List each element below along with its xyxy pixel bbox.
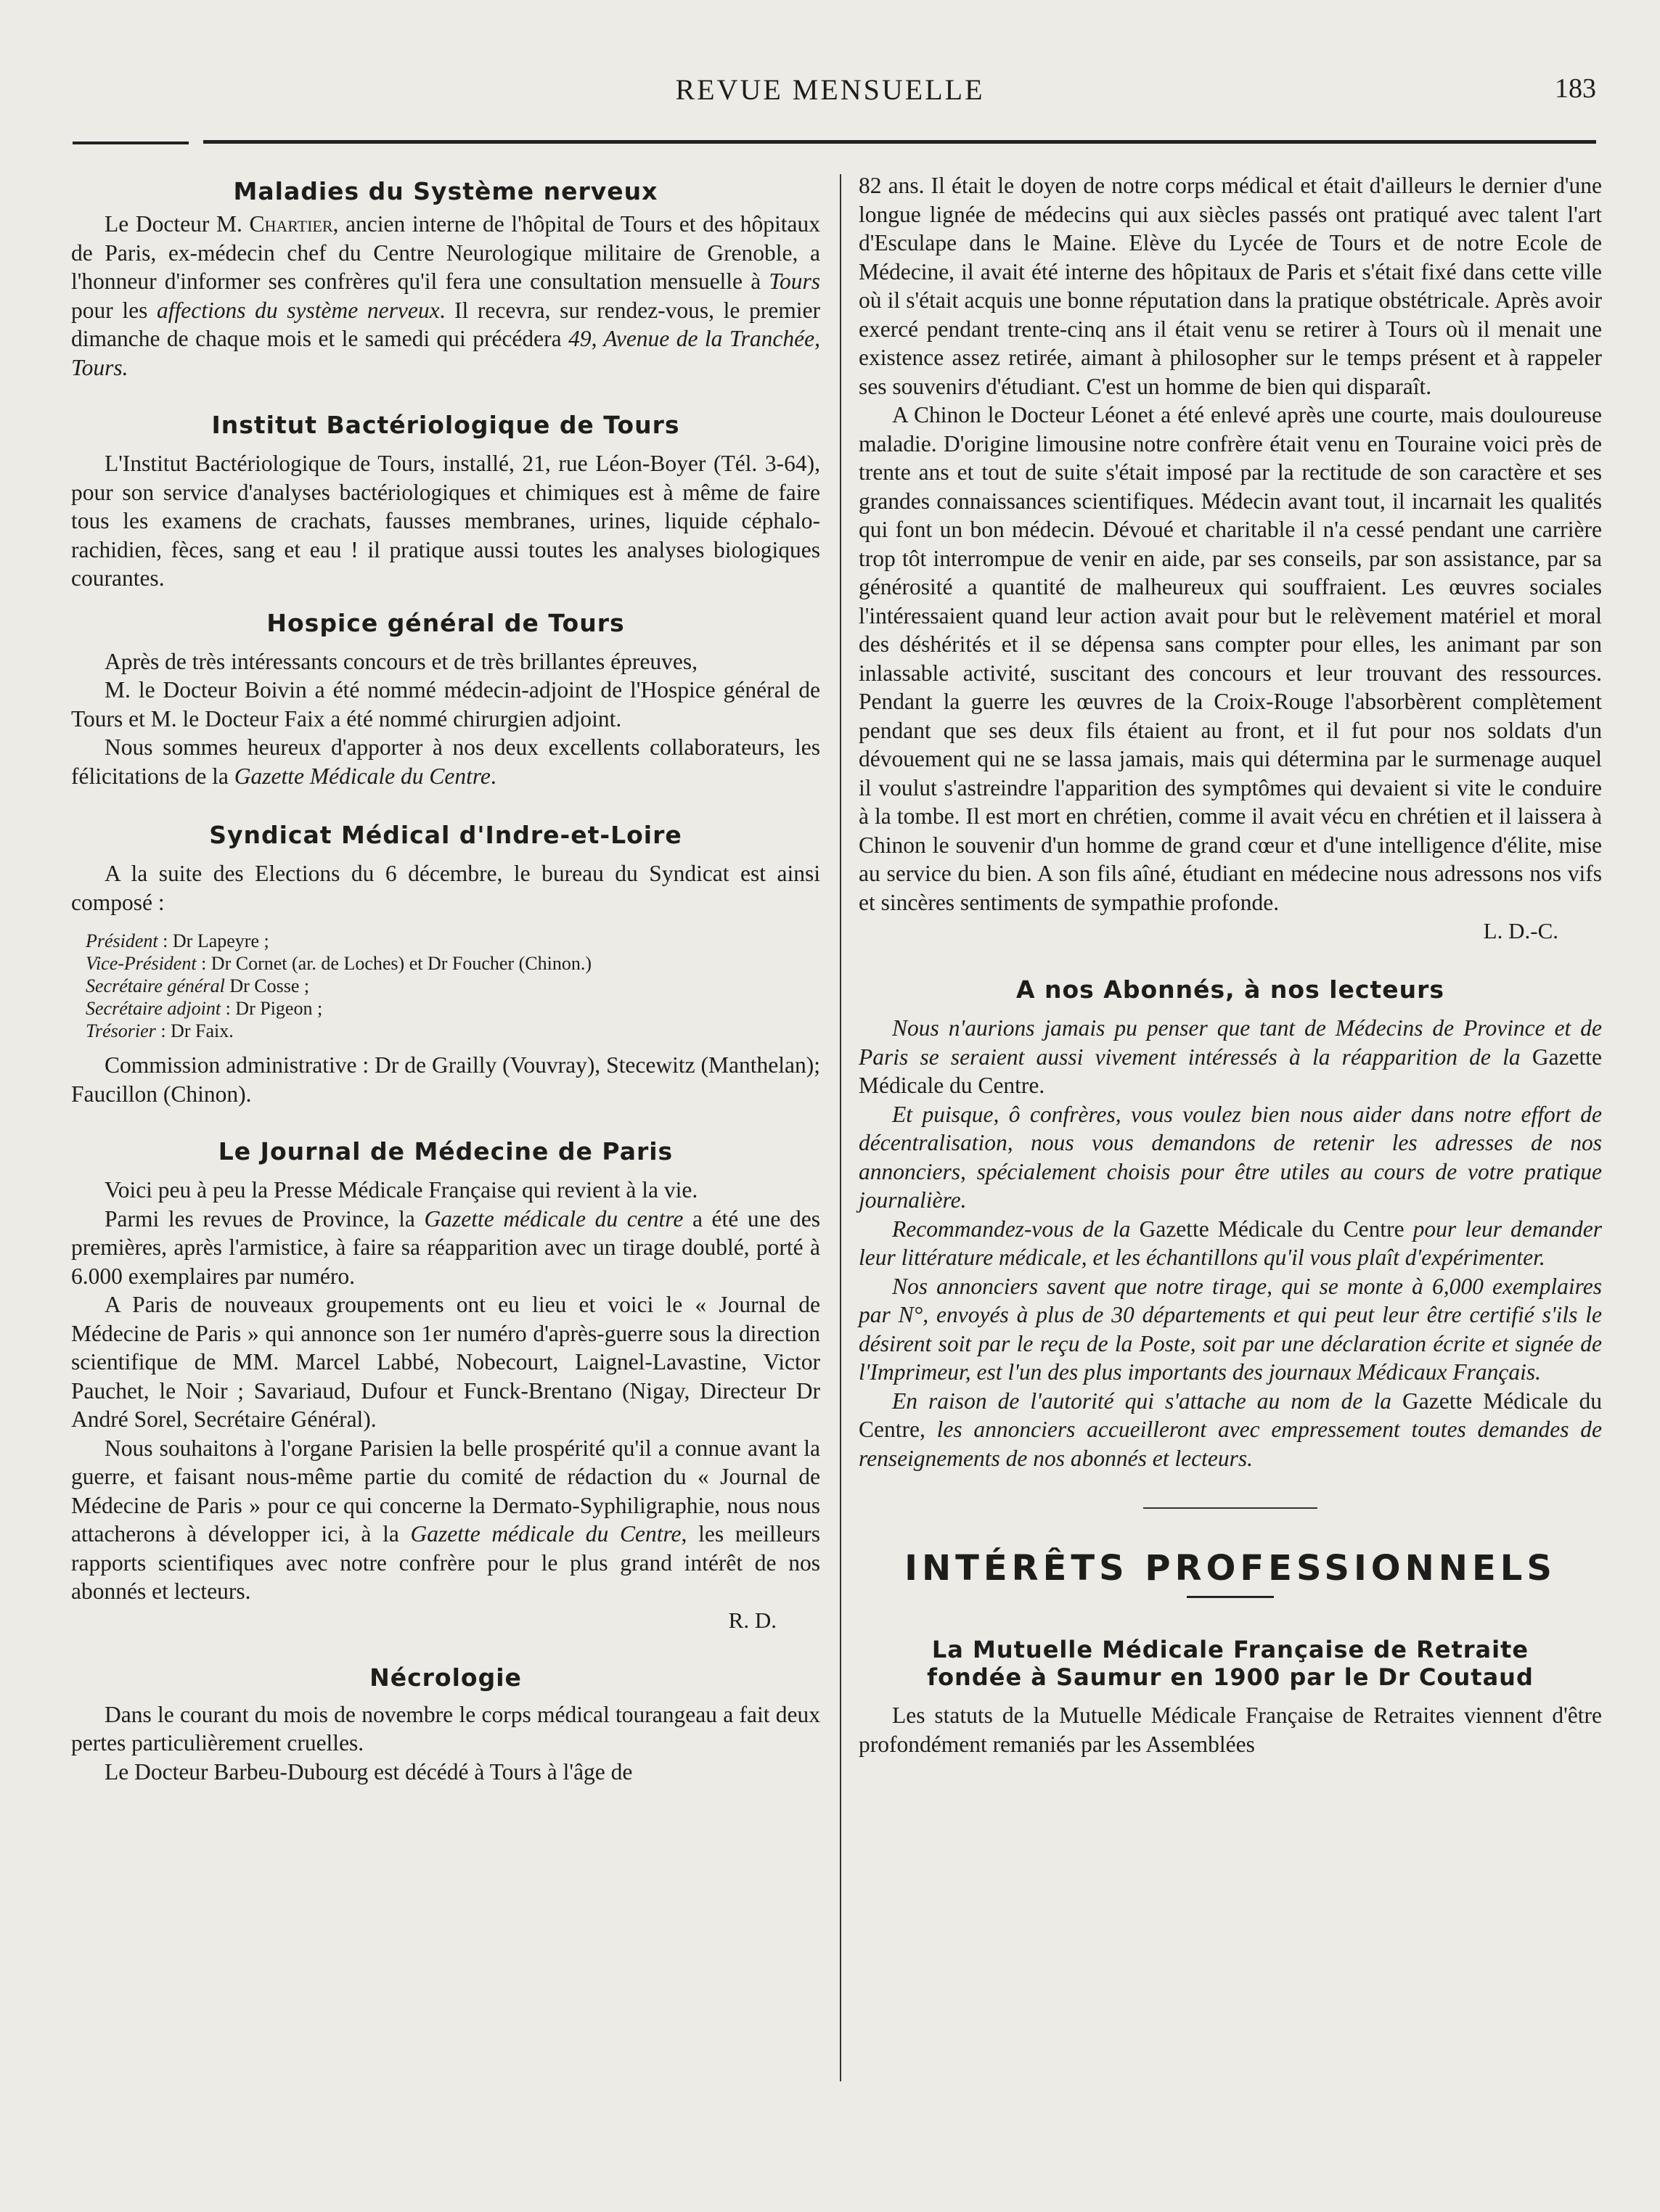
signature: L. D.-C. <box>1483 918 1558 943</box>
office-role: Secrétaire général <box>86 975 225 996</box>
paragraph <box>71 1205 820 1291</box>
doctor-name: Chartier <box>249 211 333 237</box>
section-title: Institut Bactériologique de Tours <box>211 411 680 439</box>
section-title: Syndicat Médical d'Indre-et-Loire <box>209 821 682 849</box>
section-separator <box>1143 1507 1317 1509</box>
office-role: Vice-Président <box>86 953 197 974</box>
office-value: Dr Lapeyre ; <box>172 930 269 951</box>
paragraph <box>71 1434 820 1606</box>
office-sep: : <box>155 1020 171 1041</box>
italic-text: 49, Avenue de la Tranchée, Tours. <box>71 326 820 380</box>
section-syndicat <box>71 821 820 1108</box>
italic-text: En raison de l'autorité qui s'attache au nom de la <box>892 1388 1403 1414</box>
office-value: Dr Pigeon ; <box>235 998 323 1019</box>
office-sep: : <box>196 953 211 974</box>
section-title: Hospice général de Tours <box>266 608 625 637</box>
paragraph <box>859 1215 1602 1272</box>
office-role: Président <box>86 930 158 951</box>
column-divider <box>840 174 841 2081</box>
text: a été une des premières, après l'armistice, à faire sa réapparition avec un tirage doublé, porté à 6.000 exemplaires par numéro. <box>71 1205 820 1289</box>
section-hospice <box>71 609 820 791</box>
title-line: fondée à Saumur en 1900 par le Dr Coutaud <box>927 1663 1534 1691</box>
paragraph: Le Docteur Barbeu-Dubourg est décédé à Tours à l'âge de <box>105 1758 633 1785</box>
section-title: Nécrologie <box>369 1663 522 1692</box>
office-row <box>86 1020 820 1042</box>
header-rule <box>203 140 1596 144</box>
paragraph: A Paris de nouveaux groupements ont eu lieu et voici le « Journal de Médecine de Paris » qui annonce son 1er numéro d'après-guerre sous la direction scientifique de MM. Marcel Labbé, Nobecourt, Laignel-Lavastine, Victor Pauchet, le Noir ; Savariaud, Dufour et Funck-Brentano (Nigay, Directeur Dr André Sorel, Secrétaire Général). <box>71 1292 820 1432</box>
office-row <box>86 997 820 1020</box>
section-title <box>859 1636 1602 1691</box>
paragraph: M. le Docteur Boivin a été nommé médecin-adjoint de l'Hospice général de Tours et M. le Docteur Faix a été nommé chirurgien adjoint. <box>71 677 820 732</box>
paragraph: Après de très intéressants concours et de très brillantes épreuves, <box>105 648 698 674</box>
italic-text: Tours <box>769 269 820 294</box>
office-row <box>86 975 820 997</box>
heading-underline <box>1187 1596 1274 1598</box>
paragraph <box>859 1014 1602 1100</box>
section-maladies <box>71 177 820 382</box>
office-value: Dr Cornet (ar. de Loches) et Dr Foucher (Chinon.) <box>210 953 592 974</box>
page-number: 183 <box>1555 73 1596 104</box>
text: Nous sommes heureux d'apporter à nos deux excellents collaborateurs, les félicitations de la <box>71 734 820 789</box>
section-title: Maladies du Système nerveux <box>233 177 658 205</box>
text: Gazette Médicale du Centre <box>1139 1216 1405 1242</box>
office-role: Secrétaire adjoint <box>86 998 221 1019</box>
italic-text: Recommandez-vous de la <box>892 1216 1140 1242</box>
text: , les meilleurs rapports scientifiques avec notre confrère pour le plus grand intérêt de nos abonnés et lecteurs. <box>71 1521 820 1604</box>
paragraph: A la suite des Elections du 6 décembre, le bureau du Syndicat est ainsi composé : <box>71 861 820 915</box>
text: Nous souhaitons à l'organe Parisien la belle prospérité qu'il a connue avant la guerre, et faisant nous-même partie du comité de rédaction du « Journal de Médecine de Paris » pour ce qui concerne la Dermato-Syphiligraphie, nous nous attacherons à développer ici, à la <box>71 1435 820 1547</box>
office-sep: : <box>158 930 173 951</box>
paragraph: Voici peu à peu la Presse Médicale Française qui revient à la vie. <box>105 1177 698 1203</box>
italic-text: Nous n'aurions jamais pu penser que tant de Médecins de Province et de Paris se seraient aussi vivement intéressés à la réapparition de la <box>859 1015 1602 1070</box>
text: Gazette Médicale du Centre. <box>859 1044 1602 1098</box>
office-sep: : <box>221 998 236 1019</box>
signature: R. D. <box>728 1607 777 1633</box>
paragraph: Dans le courant du mois de novembre le corps médical tourangeau a fait deux pertes particulièrement cruelles. <box>71 1701 820 1756</box>
text: Parmi les revues de Province, la <box>105 1205 425 1232</box>
paragraph: Nos annonciers savent que notre tirage, qui se monte à 6,000 exemplaires par N°, envoyés à plus de 30 départements et qui peut leur être certifié s'ils le désirent soit par le reçu de la Poste, soit par une déclaration écrite et signée de l'Imprimeur, est l'un des plus importants des journaux Médicaux Français. <box>859 1273 1602 1385</box>
italic-text: , les annonciers accueilleront avec empressement toutes demandes de renseignements de nos abonnés et lecteurs. <box>859 1417 1602 1471</box>
paragraph: L'Institut Bactériologique de Tours, installé, 21, rue Léon-Boyer (Tél. 3-64), pour son service d'analyses bactériologiques et chimiques est à même de faire tous les examens de crachats, fausses membranes, urines, liquide céphalo-rachidien, fèces, sang et eau ! il pratique aussi toutes les analyses biologiques courantes. <box>71 451 820 591</box>
right-column <box>859 171 1602 1758</box>
italic-text: Gazette médicale du Centre <box>410 1521 682 1547</box>
text: , ancien interne de l'hôpital de Tours et des hôpitaux de Paris, ex-médecin chef du Centre Neurologique militaire de Grenoble, a l'honneur d'informer ses confrères qu'il fera une consultation mensuelle à <box>71 211 820 294</box>
text: pour les <box>71 297 158 323</box>
paragraph: A Chinon le Docteur Léonet a été enlevé après une courte, mais douloureuse maladie. D'origine limousine notre confrère était venu en Touraine voici près de trente ans et tout de suite s'était imposé par la rectitude de son caractère et ses grandes connaissances scientifiques. Médecin avant tout, il incarnait les qualités qui font un bon médecin. Dévoué et charitable il n'a cessé pendant une carrière trop tôt interrompue de venir en aide, par ses conseils, par son assistance, par sa générosité a quantité de malheureux qui souffraient. Les œuvres sociales l'intéressaient quand leur action avait pour but le relèvement matériel et moral des déshérités et il se dépensa sans compter pour elles, les animant par son inlassable activité, suscitant des concours et leur trouvant des ressources. Pendant la guerre les œuvres de la Croix-Rouge l'absorbèrent complètement pendant que ses deux fils étaient au front, et il fut pour nos soldats d'un dévouement qui ne se lassa jamais, mais qui détermina par le surmenage auquel il voulut s'astreindre l'apparition des symptômes qui devaient si vite le conduire à la tombe. Il est mort en chrétien, comme il avait vécu en chrétien et il laissera à Chinon le souvenir d'un homme de grand cœur et d'une intelligence d'élite, mise au service du bien. A son fils aîné, étudiant en médecine nous adressons nos vifs et sincères sentiments de sympathie profonde. <box>859 402 1602 915</box>
title-line: La Mutuelle Médicale Française de Retraite <box>931 1636 1529 1663</box>
section-mutuelle <box>859 1636 1602 1758</box>
paragraph: Commission administrative : Dr de Grailly (Vouvray), Stecewitz (Manthelan); Faucillon (Chinon). <box>71 1052 820 1107</box>
section-title: Le Journal de Médecine de Paris <box>218 1137 674 1166</box>
text: Gazette Médicale du Centre <box>859 1388 1602 1442</box>
paragraph: 82 ans. Il était le doyen de notre corps médical et était d'ailleurs le dernier d'une longue lignée de médecins qui aux siècles passés ont pratiqué avec talent l'art d'Esculape dans le Maine. Elève du Lycée de Tours et de notre Ecole de Médecine, il avait été interne des hôpitaux de Paris et s'était fixé dans cette ville où il s'était acquis une bonne réputation dans la pratique obstétricale. Après avoir exercé pendant trente-cinq ans il était venu se retirer à Tours où il menait une existence assez retirée, aimant à philosopher sur le temps présent et à rappeler ses souvenirs d'étudiant. C'est un homme de bien qui disparaît. <box>859 173 1602 399</box>
section-journal <box>71 1137 820 1634</box>
paragraph: Les statuts de la Mutuelle Médicale Française de Retraites viennent d'être profondément remaniés par les Assemblées <box>859 1703 1602 1757</box>
office-value: Dr Cosse ; <box>229 975 310 996</box>
header-rule-short <box>73 142 189 144</box>
italic-text: Gazette médicale du centre <box>424 1205 684 1232</box>
paragraph <box>71 210 820 382</box>
section-necrologie <box>71 1663 820 1787</box>
office-row <box>86 952 820 975</box>
italic-text: Gazette Médicale du Centre <box>234 763 491 789</box>
paragraph <box>859 1387 1602 1473</box>
text: Le Docteur M. <box>105 211 250 237</box>
office-value: Dr Faix. <box>171 1020 234 1041</box>
section-heading-interets: INTÉRÊTS PROFESSIONNELS <box>904 1548 1556 1589</box>
office-list <box>71 930 820 1042</box>
section-institut <box>71 411 820 593</box>
italic-text: pour leur demander leur littérature médicale, et les échantillons qu'il vous plaît d'expérimenter. <box>859 1216 1603 1270</box>
section-abonnes <box>859 975 1602 1472</box>
section-title: A nos Abonnés, à nos lecteurs <box>1015 975 1445 1004</box>
italic-text: affections du système nerveux <box>157 297 440 323</box>
text: . <box>490 763 496 789</box>
left-column <box>71 171 820 1786</box>
office-row <box>86 930 820 952</box>
running-head: REVUE MENSUELLE <box>675 73 985 106</box>
text: . Il recevra, sur rendez-vous, le premier dimanche de chaque mois et le samedi qui précédera <box>71 297 820 351</box>
paragraph <box>71 733 820 790</box>
paragraph: Et puisque, ô confrères, vous voulez bien nous aider dans notre effort de décentralisation, nous vous demandons de retenir les adresses de nos annonciers, spécialement choisis pour être utiles au cours de votre pratique journalière. <box>859 1101 1602 1213</box>
office-role: Trésorier <box>86 1020 156 1041</box>
